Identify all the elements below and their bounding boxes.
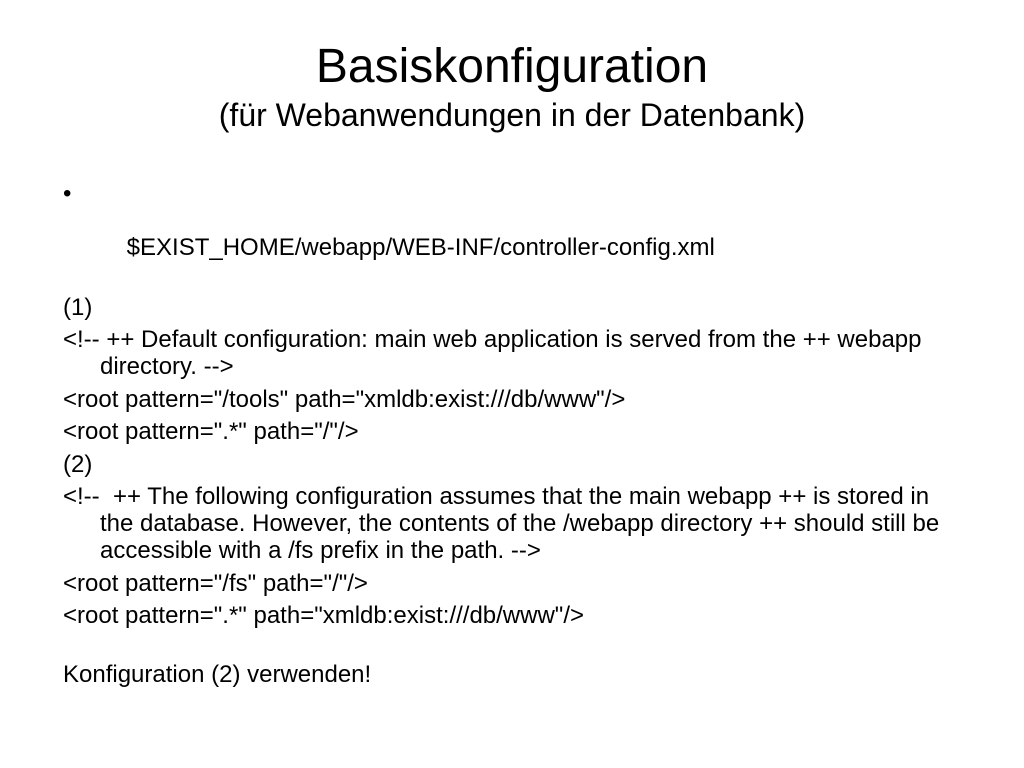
- slide-title: [0, 40, 1024, 134]
- label-config-1: (1): [63, 293, 93, 321]
- bullet-item-text: $EXIST_HOME/webapp/WEB-INF/controller-config.xml: [126, 234, 715, 261]
- title-main: Basiskonfiguration: [315, 40, 709, 93]
- root-tools-line: <root pattern="/tools" path="xmldb:exist:///db/www"/>: [63, 385, 626, 413]
- conclusion-text: Konfiguration (2) verwenden!: [63, 661, 372, 688]
- title-subtitle: (für Webanwendungen in der Datenbank): [218, 96, 806, 133]
- bullet-icon: •: [63, 180, 72, 207]
- root-db-line: <root pattern=".*" path="xmldb:exist:///db/www"/>: [63, 602, 585, 629]
- root-fs-line: <root pattern="/fs" path="/"/>: [63, 569, 368, 597]
- bullet-item: [63, 180, 963, 288]
- slide-body: [63, 180, 963, 694]
- comment-default-config: <!-- ++ Default configuration: main web application is served from the ++ webapp directory. -->: [63, 326, 929, 380]
- comment-database-config: <!-- ++ The following configuration assumes that the main webapp ++ is stored in the database. However, the contents of the /webapp directory ++ should still be accessible with a /fs prefix in the path. -->: [63, 483, 946, 564]
- label-config-2: (2): [63, 450, 93, 478]
- root-default-line: <root pattern=".*" path="/"/>: [63, 418, 359, 445]
